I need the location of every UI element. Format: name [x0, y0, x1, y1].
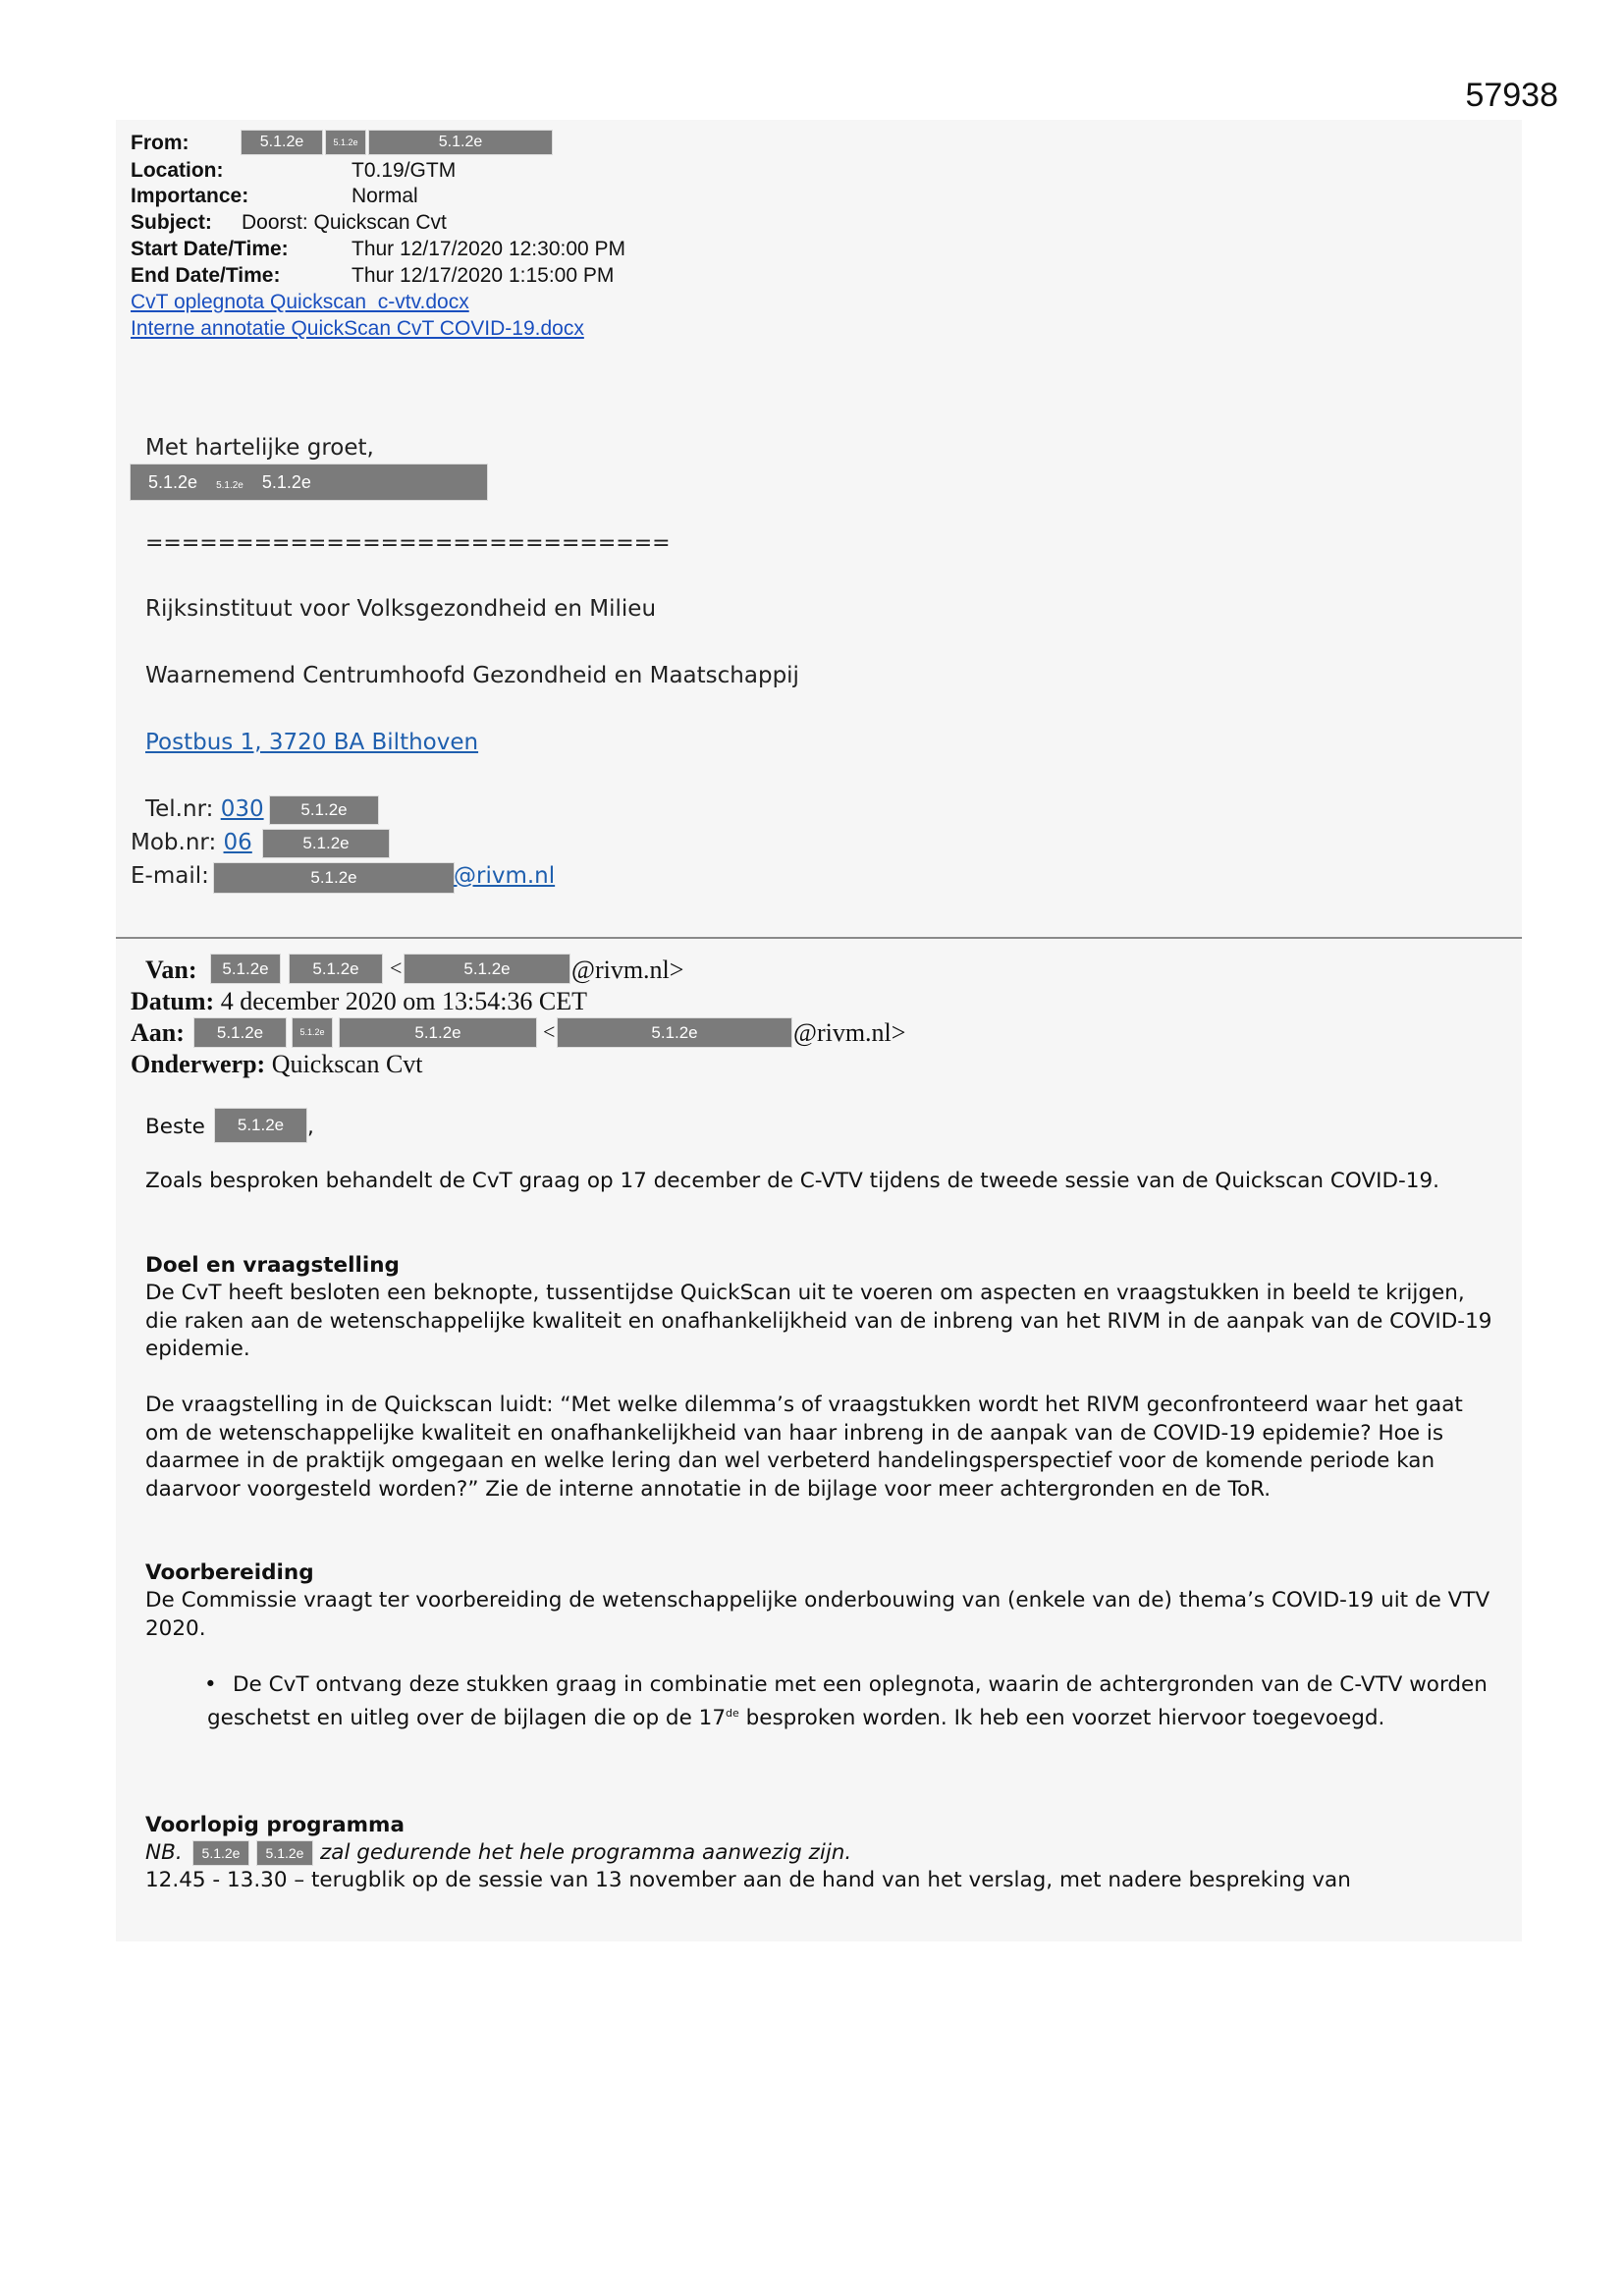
redaction-box: 5.1.2e [404, 954, 570, 984]
nb-text: zal gedurende het hele programma aanwezig zijn. [320, 1840, 852, 1865]
redaction-box: 5.1.2e [339, 1017, 537, 1048]
onderwerp-label: Onderwerp: [131, 1050, 266, 1078]
redaction-code: 5.1.2e [148, 472, 198, 492]
heading-doel: Doel en vraagstelling [145, 1253, 400, 1278]
doel-paragraph: De CvT heeft besloten een beknopte, tussentijdse QuickScan uit te voeren om aspecten en vraagstukken in beeld te krijgen, die raken aan de wetenschappelijke kwaliteit en onafhankelijkheid van de inbreng van het RIVM in de aanpak van de COVID-19 epidemie. [145, 1281, 1492, 1361]
redaction-box: 5.1.2e [269, 795, 379, 825]
page-number: 57938 [1465, 77, 1558, 114]
importance-label: Importance: [131, 185, 249, 207]
redaction-box: 5.1.2e [325, 130, 366, 155]
salutation-comma: , [307, 1115, 314, 1139]
redaction-box: 5.1.2e [210, 954, 281, 984]
datum-label: Datum: [131, 987, 215, 1015]
onderwerp-value: Quickscan Cvt [271, 1050, 423, 1078]
end-value: Thur 12/17/2020 1:15:00 PM [352, 264, 615, 287]
nb-label: NB. [145, 1840, 183, 1865]
van-domain: @rivm.nl> [571, 956, 684, 984]
aan-domain: @rivm.nl> [793, 1018, 906, 1047]
redaction-box: 5.1.2e [193, 1017, 287, 1048]
angle-bracket: < [543, 1019, 556, 1044]
bullet-superscript: de [726, 1706, 739, 1720]
salutation [145, 1114, 205, 1142]
importance-value: Normal [352, 185, 418, 207]
redaction-code: 5.1.2e [216, 480, 244, 491]
tel-line [145, 796, 264, 822]
start-value: Thur 12/17/2020 12:30:00 PM [352, 238, 626, 260]
organization: Rijksinstituut voor Volksgezondheid en Milieu [145, 596, 657, 622]
from-label: From: [131, 132, 189, 154]
bullet-text: De CvT ontvang deze stukken graag in combinatie met een oplegnota, waarin de achtergronden van de C-VTV worden geschetst en uitleg over de bijlagen die op de 17 [207, 1672, 1488, 1730]
role: Waarnemend Centrumhoofd Gezondheid en Maatschappij [145, 663, 799, 688]
redaction-box [130, 464, 488, 501]
redaction-code: 5.1.2e [261, 472, 311, 492]
redaction-box: 5.1.2e [241, 130, 323, 155]
aan-label: Aan: [131, 1018, 185, 1047]
divider [116, 937, 1522, 939]
email-label: E-mail: [131, 863, 209, 889]
onderwerp-line [131, 1050, 423, 1079]
intro-paragraph: Zoals besproken behandelt de CvT graag op 17 december de C-VTV tijdens de tweede sessie van de Quickscan COVID-19. [145, 1169, 1439, 1193]
vraagstelling-paragraph: De vraagstelling in de Quickscan luidt: “Met welke dilemma’s of vraagstukken wordt het RIVM geconfronteerd waar het gaat om de wetenschappelijke kwaliteit en onafhankelijkheid van haar inbreng in de aanpak van de COVID-19 epidemie? Hoe is daarmee in de praktijk omgegaan en welke lering dan wel verbeterd handelingsperspectief voor de komende periode kan daarvoor voorgesteld worden?” Zie de interne annotatie in de bijlage voor meer achtergronden en de ToR. [145, 1393, 1463, 1502]
heading-programma: Voorlopig programma [145, 1813, 405, 1837]
mob-link[interactable]: 06 [223, 830, 252, 855]
redaction-box: 5.1.2e [289, 954, 383, 984]
redaction-box: 5.1.2e [557, 1017, 792, 1048]
subject-label: Subject: [131, 211, 212, 234]
tel-label: Tel.nr: [145, 796, 221, 822]
location-value: T0.19/GTM [352, 159, 457, 182]
bullet-text-end: besproken worden. Ik heb een voorzet hiervoor toegevoegd. [738, 1705, 1385, 1730]
attachment-link[interactable]: CvT oplegnota Quickscan_c-vtv.docx [131, 291, 469, 313]
programma-line: 12.45 - 13.30 – terugblik op de sessie van 13 november aan de hand van het verslag, met nadere bespreking van [145, 1868, 1351, 1892]
van-label: Van: [145, 956, 197, 984]
tel-link[interactable]: 030 [220, 796, 264, 822]
heading-voorbereiding: Voorbereiding [145, 1560, 314, 1585]
redaction-box: 5.1.2e [214, 1108, 307, 1143]
mob-label: Mob.nr: [131, 830, 224, 855]
salutation-word: Beste [145, 1115, 205, 1139]
location-label: Location: [131, 159, 224, 182]
redaction-box: 5.1.2e [292, 1017, 333, 1048]
end-label: End Date/Time: [131, 264, 281, 287]
datum-line [131, 987, 587, 1016]
address-link[interactable]: Postbus 1, 3720 BA Bilthoven [145, 730, 479, 755]
bullet-dot: • [204, 1672, 217, 1697]
redaction-box: 5.1.2e [368, 130, 553, 155]
mob-line [131, 830, 252, 855]
angle-bracket: < [390, 956, 403, 980]
separator-line: ============================= [145, 531, 671, 556]
attachment-link[interactable]: Interne annotatie QuickScan CvT COVID-19.docx [131, 317, 584, 340]
redaction-box: 5.1.2e [262, 829, 390, 858]
redaction-box: 5.1.2e [256, 1840, 313, 1866]
bullet-item [204, 1671, 1503, 1732]
voorbereiding-paragraph: De Commissie vraagt ter voorbereiding de wetenschappelijke onderbouwing van (enkele van de) thema’s COVID-19 uit de VTV 2020. [145, 1588, 1490, 1641]
datum-value: 4 december 2020 om 13:54:36 CET [220, 987, 588, 1015]
redaction-box: 5.1.2e [213, 862, 455, 894]
subject-value: Doorst: Quickscan Cvt [242, 211, 447, 234]
greeting: Met hartelijke groet, [145, 435, 374, 461]
redaction-box: 5.1.2e [192, 1840, 249, 1866]
start-label: Start Date/Time: [131, 238, 289, 260]
email-domain-link[interactable]: @rivm.nl [454, 863, 556, 889]
